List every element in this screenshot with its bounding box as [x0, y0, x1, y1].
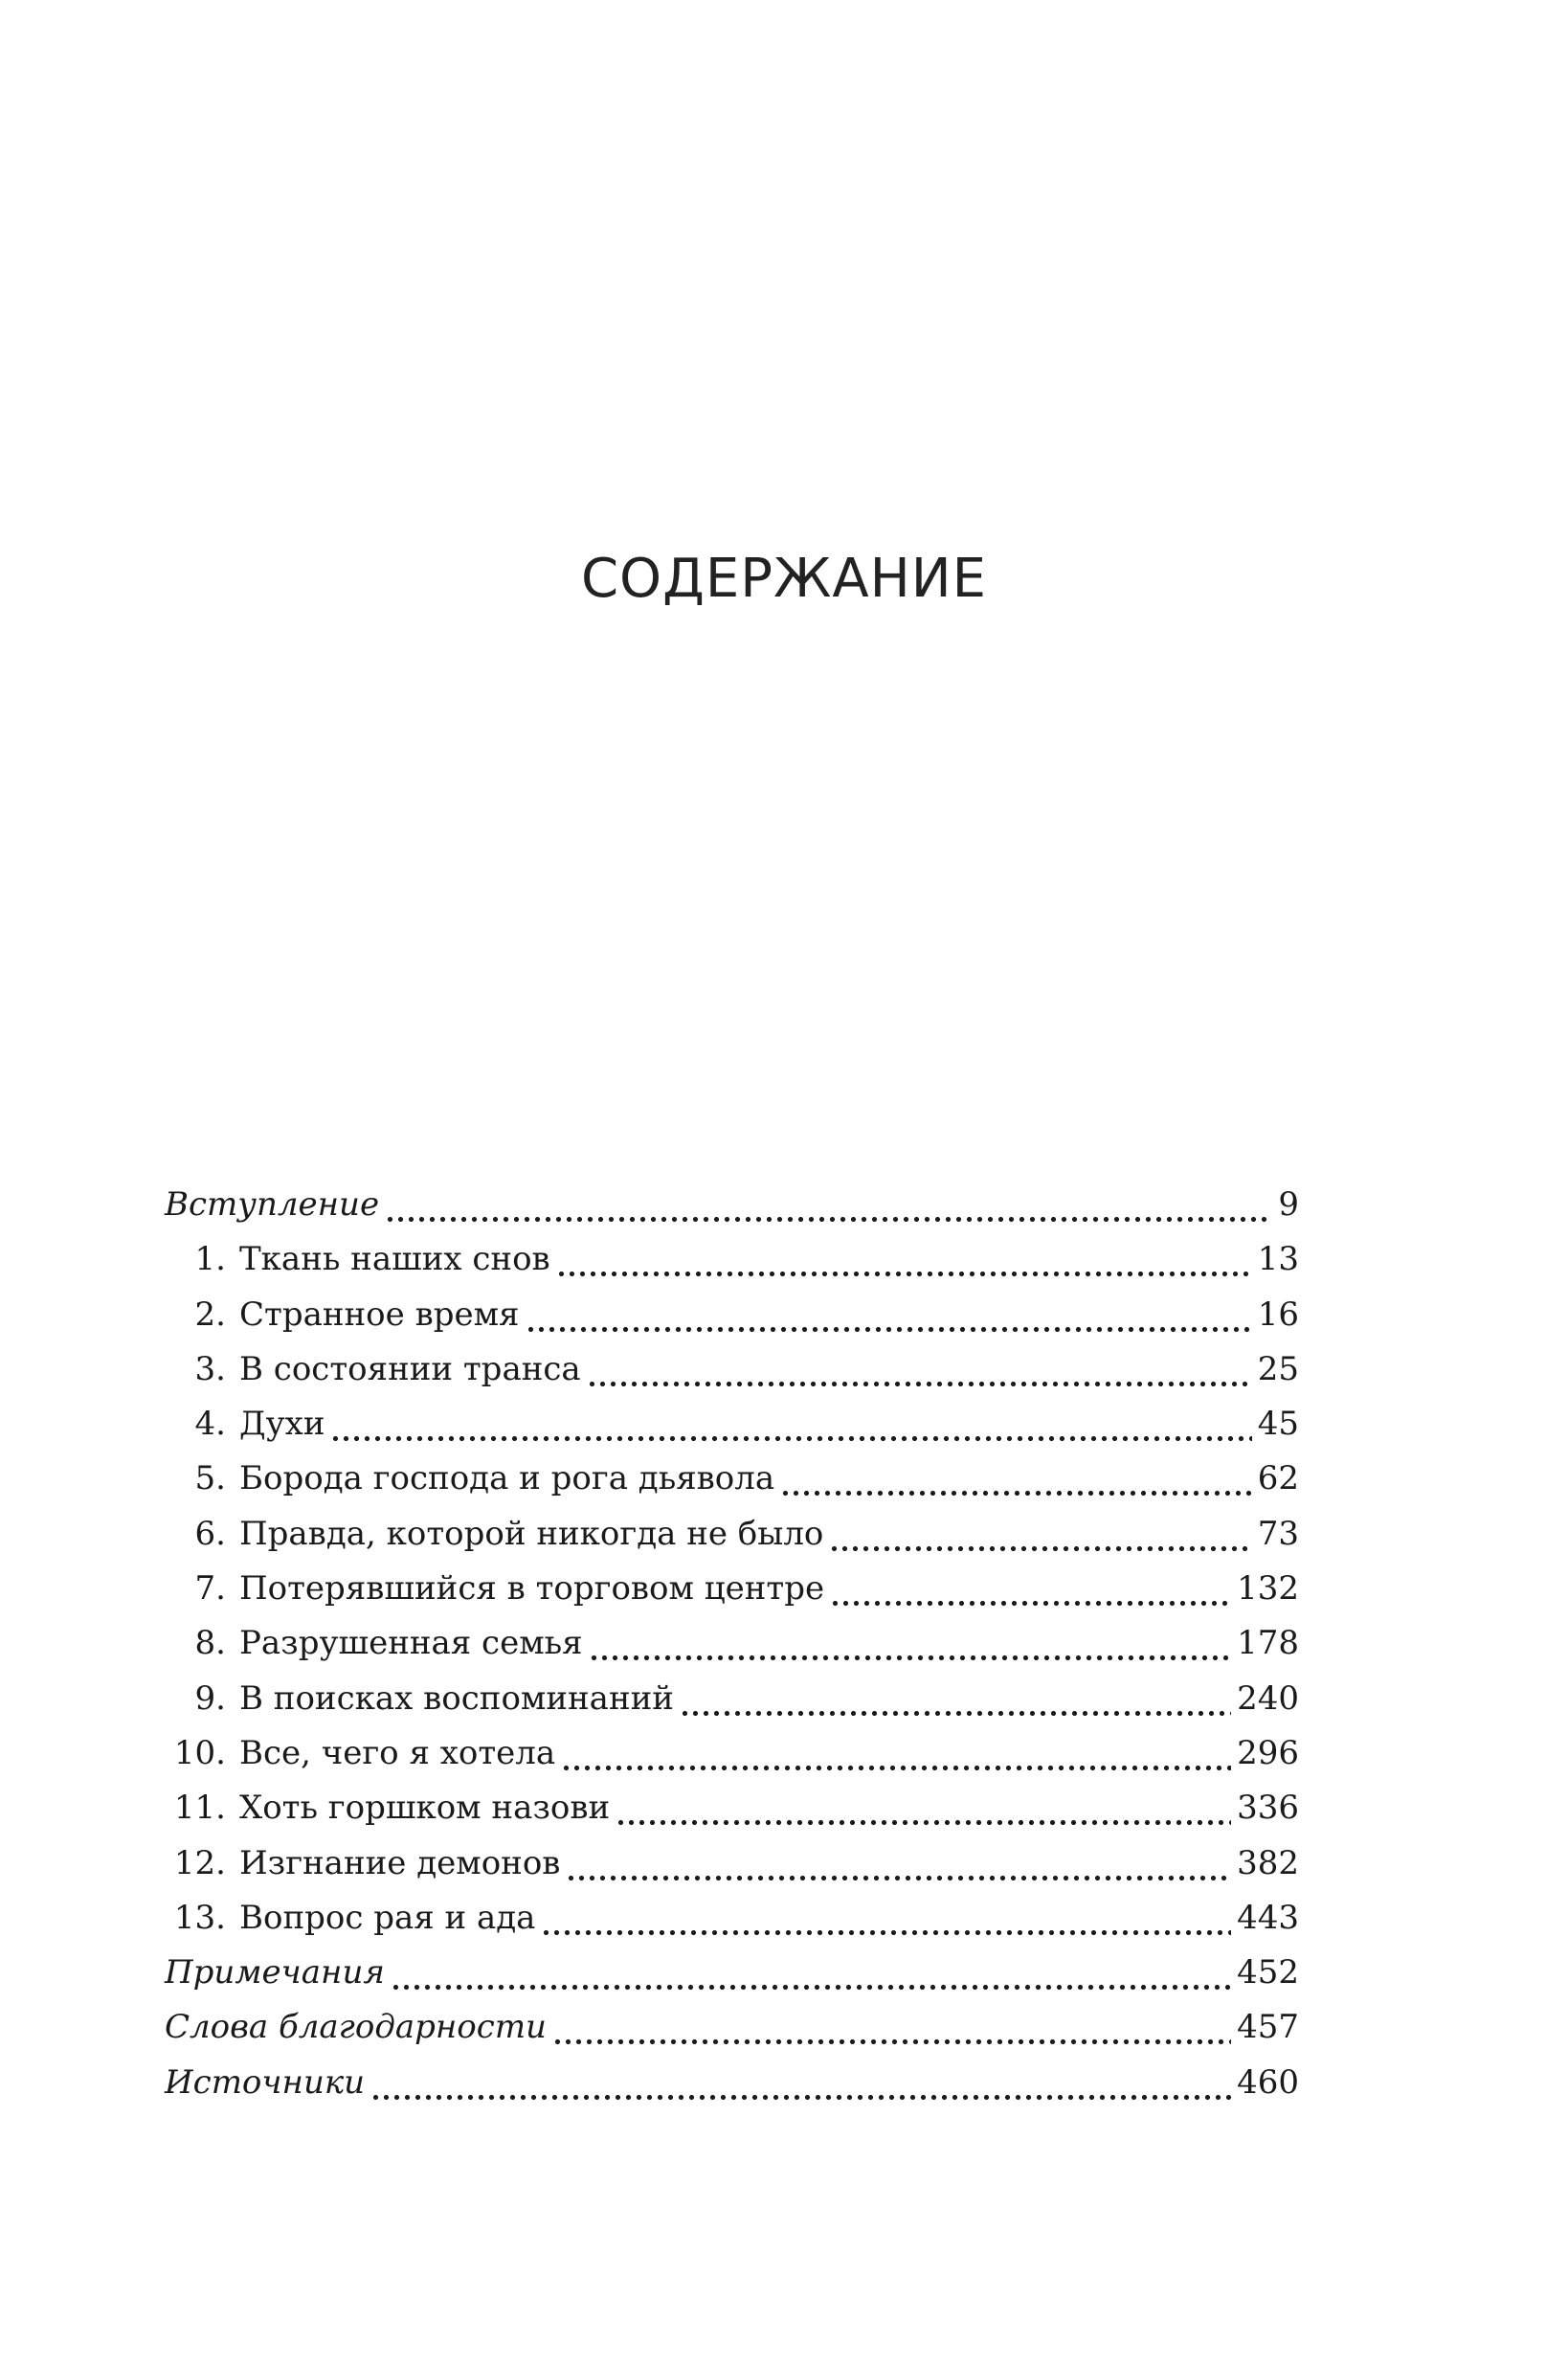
- toc-entry[interactable]: [165, 1672, 1299, 1726]
- toc-entry-page-number: 178: [1237, 1624, 1299, 1663]
- toc-entry-title: Разрушенная семья: [239, 1624, 583, 1663]
- dot-leader: [589, 1616, 1231, 1671]
- toc-entry-page-number: 296: [1237, 1733, 1299, 1772]
- toc-entry[interactable]: [165, 1726, 1299, 1781]
- toc-entry[interactable]: [165, 1781, 1299, 1835]
- dot-leader: [552, 2000, 1231, 2055]
- dot-leader: [780, 1452, 1252, 1506]
- toc-entry-title: Примечания: [165, 1953, 385, 1993]
- toc-entry-number: 9.: [194, 1678, 226, 1718]
- dot-leader: [330, 1397, 1251, 1452]
- toc-entry-page-number: 25: [1257, 1349, 1299, 1388]
- dot-leader: [829, 1507, 1251, 1562]
- toc-entry[interactable]: [165, 2056, 1299, 2110]
- toc-entry[interactable]: [165, 1178, 1299, 1232]
- dot-leader: [526, 1288, 1252, 1342]
- dot-leader: [680, 1672, 1231, 1726]
- toc-entry-number: 7.: [194, 1569, 226, 1609]
- toc-entry-page-number: 132: [1237, 1569, 1299, 1609]
- dot-leader: [561, 1726, 1231, 1781]
- dot-leader: [566, 1836, 1231, 1891]
- toc-entry-title: Вступление: [165, 1185, 380, 1224]
- toc-entry-number: 6.: [194, 1514, 226, 1553]
- toc-entry-number: 11.: [173, 1789, 226, 1828]
- toc-entry[interactable]: [165, 2000, 1299, 2055]
- toc-entry-title: Ткань наших снов: [239, 1240, 550, 1279]
- toc-entry-number: 8.: [194, 1624, 226, 1663]
- toc-entry-page-number: 240: [1237, 1678, 1299, 1718]
- toc-entry-page-number: 457: [1237, 2008, 1299, 2047]
- toc-entry-title: Все, чего я хотела: [239, 1733, 556, 1772]
- dot-leader: [370, 2056, 1231, 2110]
- toc-entry-number: 3.: [194, 1349, 226, 1388]
- dot-leader: [616, 1781, 1231, 1835]
- dot-leader: [830, 1562, 1231, 1616]
- toc-entry-number: 4.: [194, 1405, 226, 1444]
- toc-entry-number: 5.: [194, 1459, 226, 1498]
- toc-entry-number: 13.: [173, 1898, 226, 1937]
- toc-entry-title: Источники: [165, 2062, 366, 2102]
- toc-entry-number: 12.: [173, 1843, 226, 1882]
- toc-entry[interactable]: [165, 1616, 1299, 1671]
- toc-entry[interactable]: [165, 1836, 1299, 1891]
- dot-leader: [391, 1946, 1231, 2000]
- toc-entry[interactable]: [165, 1507, 1299, 1562]
- toc-entry-page-number: 9: [1278, 1185, 1299, 1224]
- dot-leader: [556, 1232, 1252, 1287]
- toc-entry-title: В состоянии транса: [239, 1349, 581, 1388]
- toc-entry-title: Потерявшийся в торговом центре: [239, 1569, 825, 1609]
- toc-entry[interactable]: [165, 1562, 1299, 1616]
- toc-entry[interactable]: [165, 1946, 1299, 2000]
- toc-entry-title: Хоть горшком назови: [239, 1789, 611, 1828]
- toc-entry-page-number: 336: [1237, 1789, 1299, 1828]
- toc-entry-title: Правда, которой никогда не было: [239, 1514, 824, 1553]
- dot-leader: [587, 1342, 1252, 1397]
- toc-entry-number: 1.: [194, 1240, 226, 1279]
- toc-entry-page-number: 45: [1257, 1405, 1299, 1444]
- page-title: СОДЕРЖАНИЕ: [580, 548, 988, 610]
- toc-entry-page-number: 382: [1237, 1843, 1299, 1882]
- toc-entry[interactable]: [165, 1342, 1299, 1397]
- toc-entry-number: 10.: [173, 1733, 226, 1772]
- toc-entry[interactable]: [165, 1891, 1299, 1946]
- toc-entry-page-number: 16: [1257, 1295, 1299, 1334]
- toc-entry-page-number: 443: [1237, 1898, 1299, 1937]
- toc-entry-page-number: 452: [1237, 1953, 1299, 1993]
- toc-entry-title: В поисках воспоминаний: [239, 1678, 674, 1718]
- toc-entry-title: Слова благодарности: [165, 2008, 547, 2047]
- toc-entry[interactable]: [165, 1232, 1299, 1287]
- toc-entry-title: Духи: [239, 1405, 325, 1444]
- toc-entry-page-number: 13: [1257, 1240, 1299, 1279]
- toc-entry[interactable]: [165, 1288, 1299, 1342]
- toc-entry[interactable]: [165, 1397, 1299, 1452]
- toc-entry-title: Борода господа и рога дьявола: [239, 1459, 775, 1498]
- toc-entry-page-number: 62: [1257, 1459, 1299, 1498]
- table-of-contents: [165, 1178, 1299, 2110]
- toc-entry-title: Странное время: [239, 1295, 520, 1334]
- dot-leader: [385, 1178, 1272, 1232]
- dot-leader: [541, 1891, 1231, 1946]
- toc-entry[interactable]: [165, 1452, 1299, 1506]
- toc-entry-title: Изгнание демонов: [239, 1843, 561, 1882]
- toc-entry-page-number: 73: [1257, 1514, 1299, 1553]
- toc-entry-title: Вопрос рая и ада: [239, 1898, 536, 1937]
- toc-entry-number: 2.: [194, 1295, 226, 1334]
- toc-entry-page-number: 460: [1237, 2062, 1299, 2102]
